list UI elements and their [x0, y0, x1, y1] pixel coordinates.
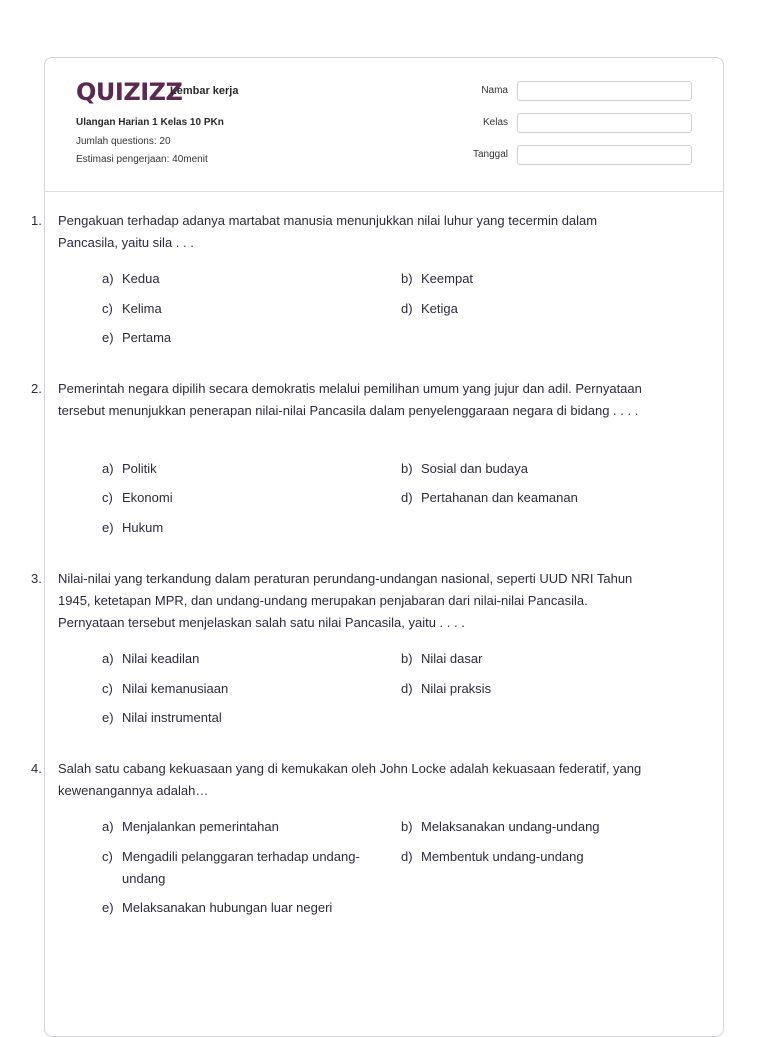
question-text: Nilai-nilai yang terkandung dalam peraturan perundang-undangan nasional, seperti UUD NRI Tahun 1945, ketetapan MPR, dan undang-undang merupakan penjabaran dari nilai-nilai Pancasila. Pernyataan tersebut menjelaskan salah satu nilai Pancasila, yaitu . . . . [58, 571, 633, 630]
option-letter: e) [102, 710, 114, 725]
question-number: 2. [31, 381, 42, 396]
option-text: Melaksanakan undang-undang [421, 819, 600, 834]
option-text: Politik [122, 461, 157, 476]
question-text: Pengakuan terhadap adanya martabat manusia menunjukkan nilai luhur yang tecermin dalam Pancasila, yaitu sila . . . [58, 213, 598, 250]
option-text: Kedua [122, 271, 160, 286]
question-number: 3. [31, 571, 42, 586]
option-text: Membentuk undang-undang [421, 849, 584, 864]
option-letter: e) [102, 330, 114, 345]
option-letter: d) [401, 490, 413, 505]
option-text: Pertahanan dan keamanan [421, 490, 578, 505]
name-label: Nama [481, 85, 508, 96]
class-label: Kelas [482, 117, 508, 128]
option-letter: e) [102, 520, 114, 535]
option-letter: b) [401, 461, 413, 476]
option-letter: a) [102, 819, 114, 834]
option-text: Keempat [421, 271, 474, 286]
option-letter: e) [102, 900, 114, 915]
worksheet-subtitle: Lembar kerja [170, 85, 239, 97]
worksheet-header [45, 58, 723, 192]
question-text: Pemerintah negara dipilih secara demokratis melalui pemilihan umum yang jujur dan adil. Pernyataan tersebut menunjukkan penerapan nilai-nilai Pancasila dalam penyelenggaraan negara di bidang . . . . [58, 381, 642, 418]
option-letter: c) [102, 490, 113, 505]
quizizz-logo: QUIZIZZ [76, 78, 183, 106]
option-text: Sosial dan budaya [421, 461, 528, 476]
option-letter: b) [401, 271, 413, 286]
option-text: Melaksanakan hubungan luar negeri [122, 900, 333, 915]
option-letter: d) [401, 849, 413, 864]
time-estimate: Estimasi pengerjaan: 40menit [76, 154, 208, 165]
option-letter: c) [102, 681, 113, 696]
option-text: Nilai instrumental [122, 710, 222, 725]
option-letter: d) [401, 301, 413, 316]
option-text: Menjalankan pemerintahan [122, 819, 279, 834]
date-field[interactable] [517, 145, 692, 165]
option-text: Kelima [122, 301, 162, 316]
option-letter: c) [102, 849, 113, 864]
class-field[interactable] [517, 113, 692, 133]
option-text: Nilai kemanusiaan [122, 681, 229, 696]
option-letter: a) [102, 271, 114, 286]
option-letter: c) [102, 301, 113, 316]
option-letter: d) [401, 681, 413, 696]
option-letter: b) [401, 651, 413, 666]
option-text: Nilai praksis [421, 681, 492, 696]
option-letter: b) [401, 819, 413, 834]
option-letter: a) [102, 461, 114, 476]
option-text: Ekonomi [122, 490, 173, 505]
option-text: Pertama [122, 330, 172, 345]
question-number: 1. [31, 213, 42, 228]
option-text: Hukum [122, 520, 164, 535]
option-text: Nilai keadilan [122, 651, 200, 666]
option-text: Mengadili pelanggaran terhadap undang-undang [122, 849, 360, 886]
name-field[interactable] [517, 81, 692, 101]
questions-count: Jumlah questions: 20 [76, 136, 171, 147]
option-letter: a) [102, 651, 114, 666]
option-text: Ketiga [421, 301, 458, 316]
question-number: 4. [31, 761, 42, 776]
date-label: Tanggal [472, 149, 508, 160]
worksheet-title: Ulangan Harian 1 Kelas 10 PKn [76, 117, 224, 128]
question-text: Salah satu cabang kekuasaan yang di kemukakan oleh John Locke adalah kekuasaan federatif, yang kewenangannya adalah… [58, 761, 642, 798]
option-text: Nilai dasar [421, 651, 483, 666]
worksheet-page [44, 57, 724, 1037]
